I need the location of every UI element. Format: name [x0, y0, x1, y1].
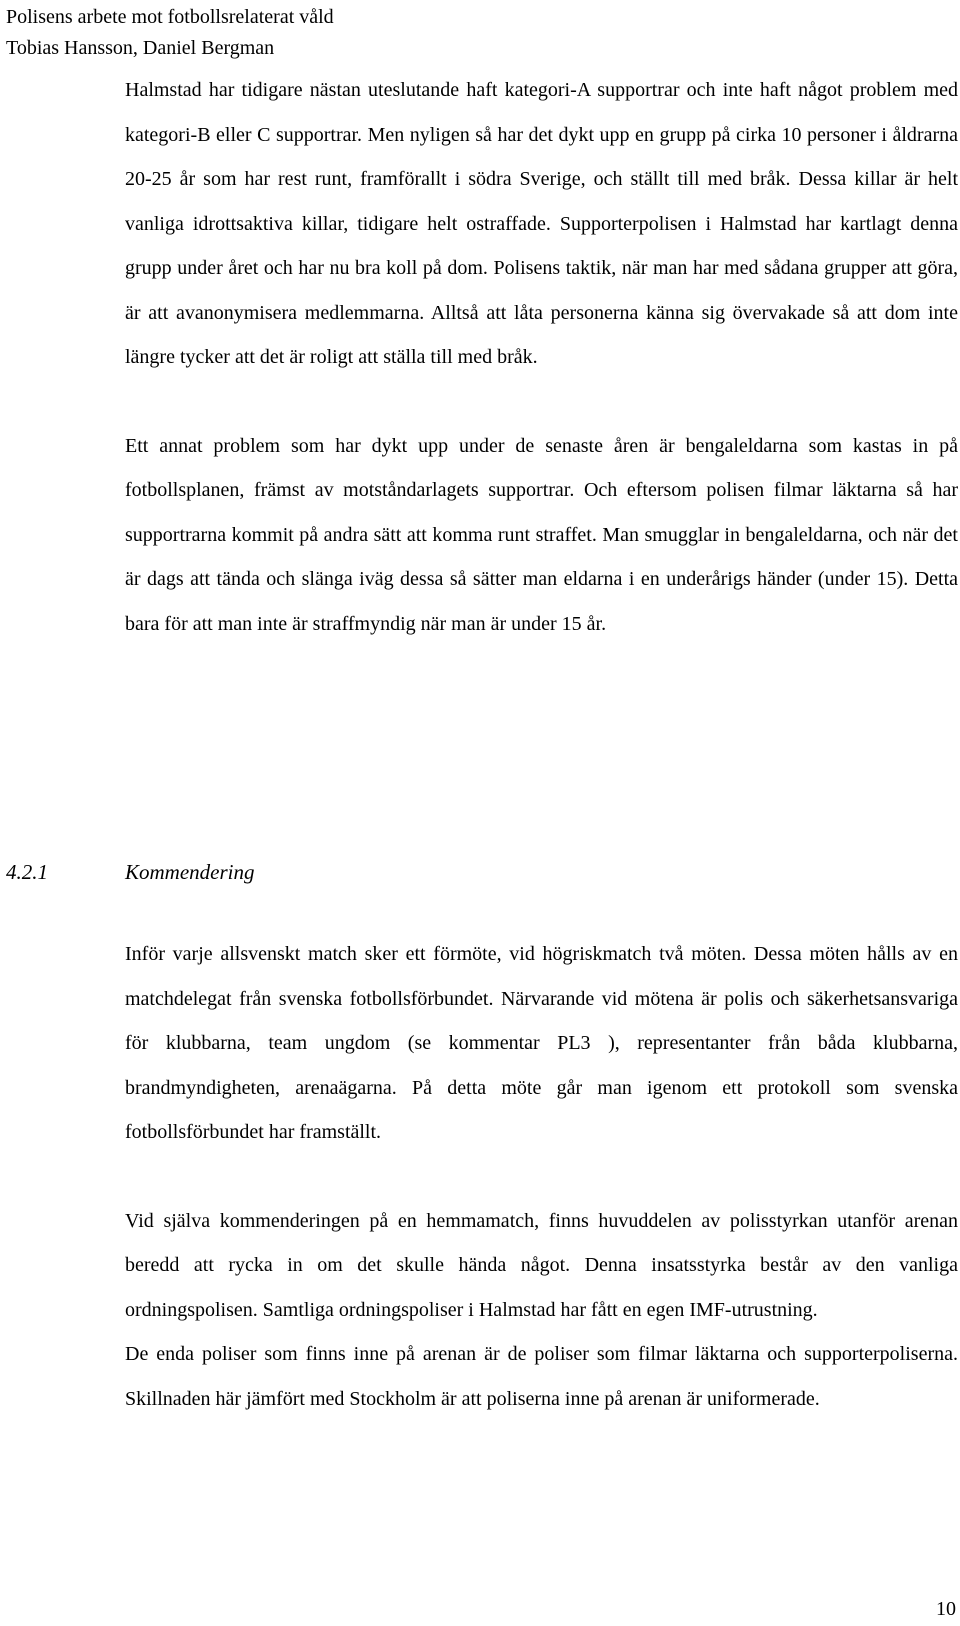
paragraph-supporters: Halmstad har tidigare nästan uteslutande haft kategori-A supportrar och inte haft något problem med kategori-B eller C supportrar. Men nyligen så har det dykt upp en grupp på cirka 10 personer i åldrarna 20-25 år som har rest runt, framförallt i södra Sverige, och ställt till med bråk. Dessa killar är helt vanliga idrottsaktiva killar, tidigare helt ostraffade. Supporterpolisen i Halmstad har kartlagt denna grupp under året och har nu bra koll på dom. Polisens taktik, när man har med sådana grupper att göra, är att avanonymisera medlemmarna. Alltså att låta personerna känna sig övervakade så att dom inte längre tycker att det är roligt att ställa till med bråk.	[125, 79, 958, 368]
body-text-section	[125, 932, 958, 1421]
paragraph-home-match: Vid själva kommenderingen på en hemmamatch, finns huvuddelen av polisstyrkan utanför arenan beredd att rycka in om det skulle hända något. Denna insatsstyrka består av den vanliga ordningspolisen. Samtliga ordningspoliser i Halmstad har fått en egen IMF-utrustning.	[125, 1209, 958, 1321]
section-title: Kommendering	[125, 860, 255, 884]
running-header	[6, 2, 334, 64]
header-authors: Tobias Hansson, Daniel Bergman	[6, 37, 275, 59]
body-text-top	[125, 68, 958, 646]
section-number: 4.2.1	[6, 860, 48, 884]
paragraph-arena-police: De enda poliser som finns inne på arenan är de poliser som filmar läktarna och supporterpoliserna. Skillnaden här jämfört med Stockholm är att poliserna inne på arenan är uniformerade.	[125, 1343, 958, 1410]
paragraph-bengal-flares: Ett annat problem som har dykt upp under de senaste åren är bengaleldarna som kastas in på fotbollsplanen, främst av motståndarlagets supportrar. Och eftersom polisen filmar läktarna så har supportrarna kommit på andra sätt att komma runt straffet. Man smugglar in bengaleldarna, och när det är dags att tända och slänga iväg dessa så sätter man eldarna i en underårigs händer (under 15). Detta bara för att man inte är straffmyndig när man är under 15 år.	[125, 434, 958, 635]
header-title: Polisens arbete mot fotbollsrelaterat våld	[6, 6, 334, 28]
page-number: 10	[936, 1598, 956, 1620]
paragraph-pre-meeting: Inför varje allsvenskt match sker ett förmöte, vid högriskmatch två möten. Dessa möten hålls av en matchdelegat från svenska fotbollsförbundet. Närvarande vid mötena är polis och säkerhetsansvariga för klubbarna, team ungdom (se kommentar PL3 ), representanter från båda klubbarna, brandmyndigheten, arenaägarna. På detta möte går man igenom ett protokoll som svenska fotbollsförbundet har framställt.	[125, 943, 958, 1143]
